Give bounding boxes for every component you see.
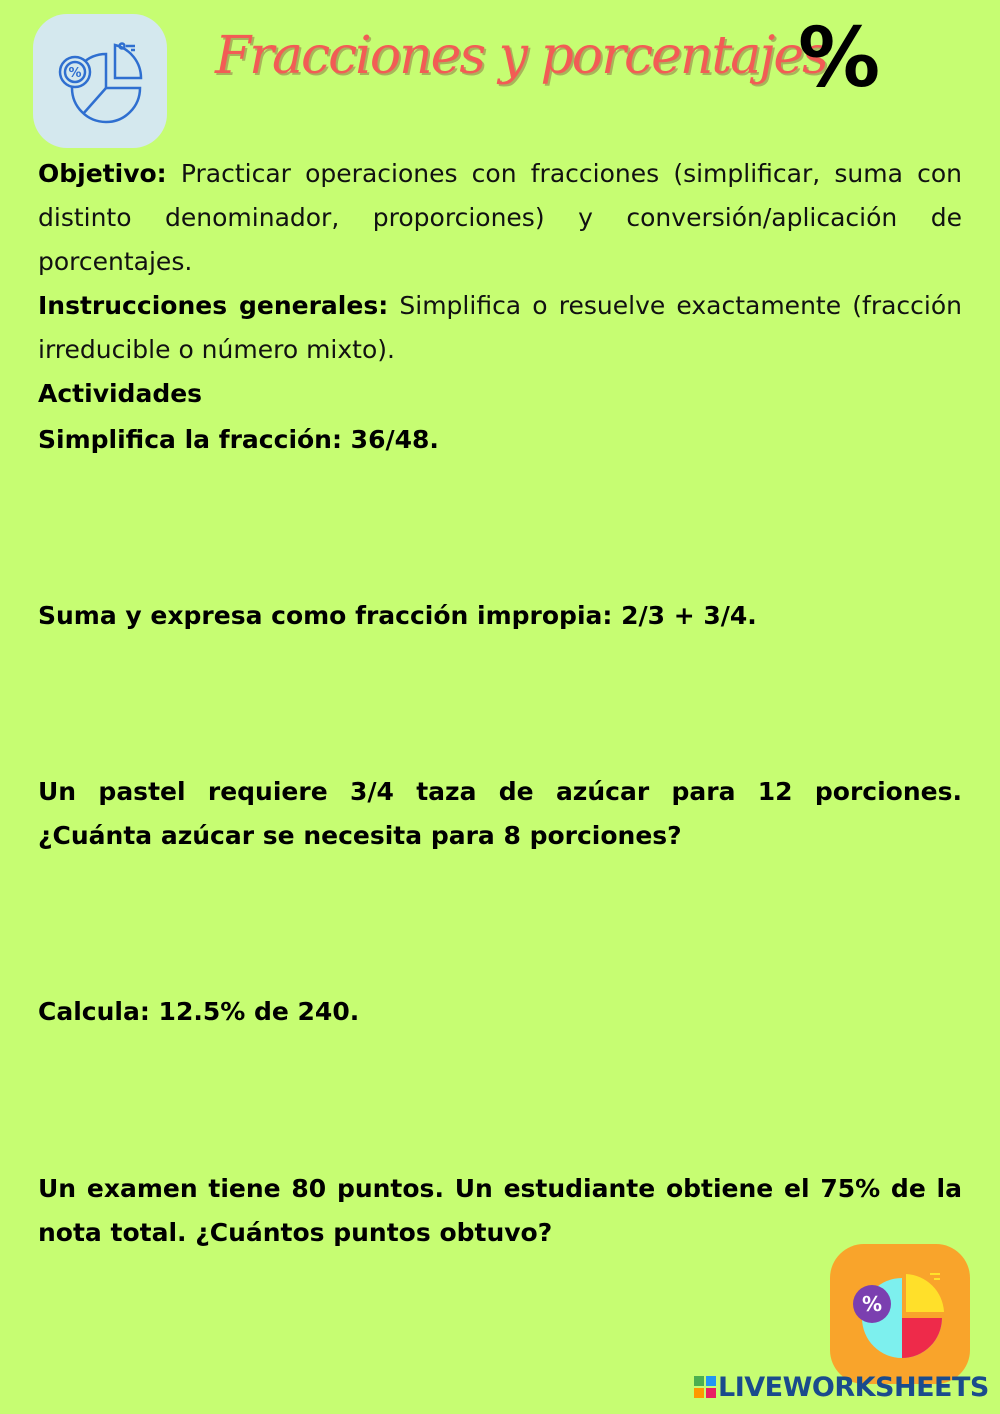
question-1: Simplifica la fracción: 36/48. bbox=[38, 425, 439, 454]
brand-text: LIVEWORKSHEETS bbox=[718, 1372, 989, 1403]
pie-chart-percent-icon bbox=[33, 14, 167, 148]
footer-brand[interactable] bbox=[694, 1372, 989, 1403]
objective-paragraph bbox=[38, 152, 962, 284]
svg-text:%: % bbox=[861, 1292, 883, 1316]
activities-heading: Actividades bbox=[38, 379, 203, 408]
percent-symbol: % bbox=[798, 11, 881, 106]
page-title: Fracciones y porcentajes bbox=[215, 26, 827, 86]
pie-chart-percent-icon bbox=[830, 1244, 970, 1384]
header-logo bbox=[33, 14, 167, 148]
question-4: Calcula: 12.5% de 240. bbox=[38, 997, 360, 1026]
instructions-text: Simplifica o resuelve exactamente (fracción irreducible o número mixto). bbox=[38, 291, 962, 364]
question-3: Un pastel requiere 3/4 taza de azúcar para 12 porciones. ¿Cuánta azúcar se necesita para 8 porciones? bbox=[38, 777, 962, 850]
liveworksheets-logo-icon bbox=[694, 1376, 716, 1398]
svg-text:%: % bbox=[68, 66, 82, 81]
app-badge bbox=[830, 1244, 970, 1384]
question-5: Un examen tiene 80 puntos. Un estudiante obtiene el 75% de la nota total. ¿Cuántos puntos obtuvo? bbox=[38, 1174, 962, 1247]
objective-text: Practicar operaciones con fracciones (simplificar, suma con distinto denominador, proporciones) y conversión/aplicación de porcentajes. bbox=[38, 159, 962, 276]
question-2: Suma y expresa como fracción impropia: 2/3 + 3/4. bbox=[38, 601, 757, 630]
instructions-paragraph bbox=[38, 284, 962, 372]
objective-label: Objetivo: bbox=[38, 159, 167, 188]
instructions-label: Instrucciones generales: bbox=[38, 291, 389, 320]
intro-section bbox=[38, 152, 962, 416]
